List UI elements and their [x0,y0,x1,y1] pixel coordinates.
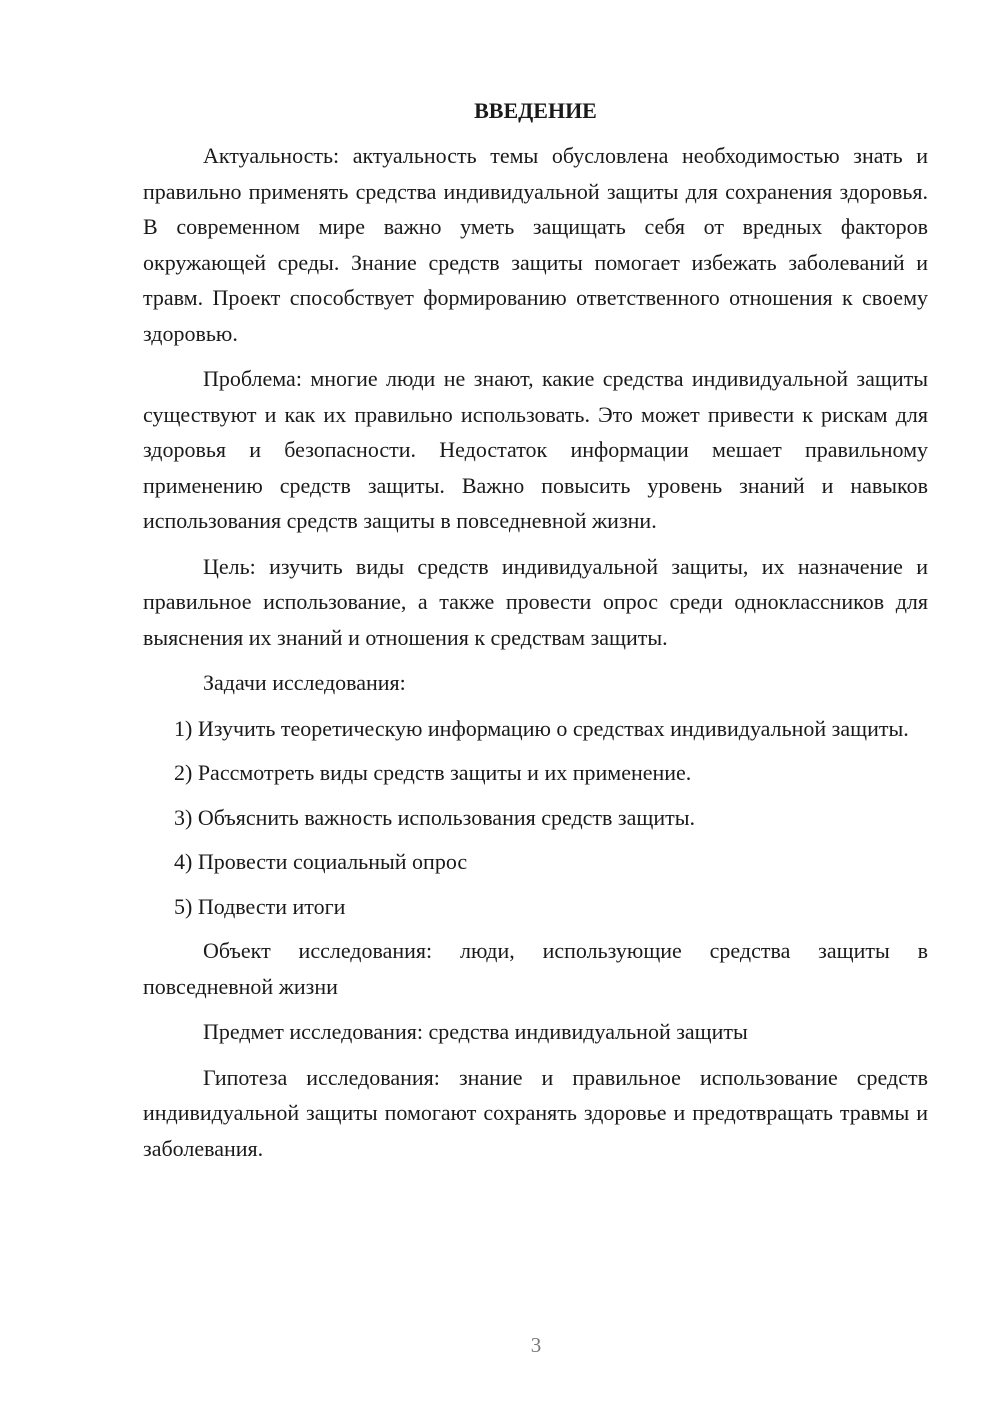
page-title: ВВЕДЕНИЕ [474,98,597,123]
subject-paragraph: Предмет исследования: средства индивидуальной защиты [203,1019,748,1044]
relevance-paragraph: Актуальность: актуальность темы обусловлена необходимостью знать и правильно применять средства индивидуальной защиты для сохранения здоровья. В современном мире важно уметь защищать себя от вредных факторов окружающей среды. Знание средств защиты помогает избежать заболеваний и травм. Проект способствует формированию ответственного отношения к своему здоровью. [143,143,928,346]
tasks-list [143,711,928,925]
task-item: 4) Провести социальный опрос [174,849,468,874]
tasks-heading: Задачи исследования: [203,670,406,695]
task-item: 5) Подвести итоги [174,893,346,919]
task-item: 1) Изучить теоретическую информацию о средствах индивидуальной защиты. [174,715,909,741]
task-item: 2) Рассмотреть виды средств защиты и их применение. [174,760,692,785]
hypothesis-paragraph: Гипотеза исследования: знание и правильное использование средств индивидуальной защиты помогают сохранять здоровье и предотвращать травмы и заболевания. [143,1064,928,1161]
page-number: 3 [530,1333,542,1357]
page-content [143,95,928,1176]
goal-paragraph: Цель: изучить виды средств индивидуальной защиты, их назначение и правильное использование, а также провести опрос среди одноклассников для выяснения их знаний и отношения к средствам защиты. [143,553,928,650]
task-item: 3) Объяснить важность использования средств защиты. [174,804,695,830]
problem-paragraph: Проблема: многие люди не знают, какие средства индивидуальной защиты существуют и как их правильно использовать. Это может привести к рискам для здоровья и безопасности. Недостаток информации мешает правильному применению средств защиты. Важно повысить уровень знаний и навыков использования средств защиты в повседневной жизни. [143,366,928,533]
object-paragraph: Объект исследования: люди, использующие средства защиты в повседневной жизни [143,938,928,999]
